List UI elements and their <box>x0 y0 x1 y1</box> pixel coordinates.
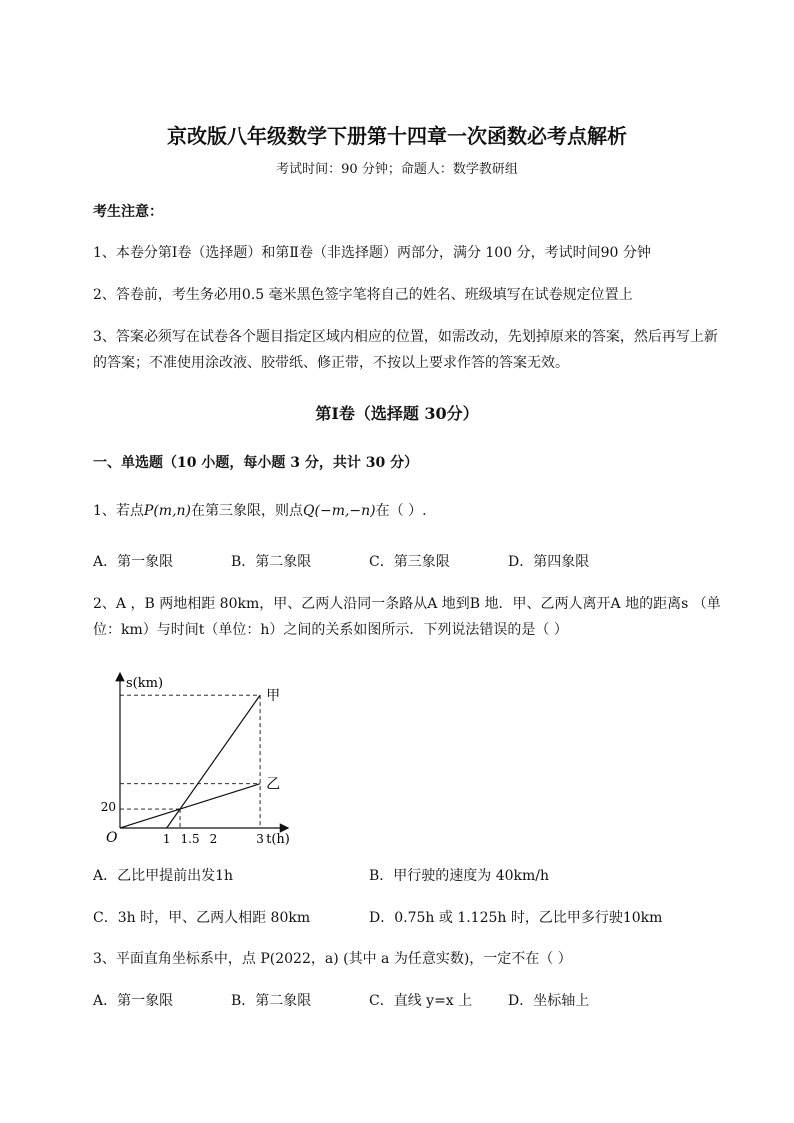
q1-point-q-coords: (−m,−n) <box>314 503 376 519</box>
q2-option-d[interactable]: D．0.75h 或 1.125h 时，乙比甲多行驶10km <box>369 910 663 926</box>
section-heading: 一、单选题（10 小题，每小题 3 分，共计 30 分） <box>93 455 419 471</box>
origin-label: O <box>106 830 118 845</box>
x-tick-label: 2 <box>209 832 218 845</box>
q3-option-d[interactable]: D．坐标轴上 <box>508 993 590 1009</box>
q1-prefix: 1、若点 <box>93 503 144 519</box>
y-tick-label: 20 <box>100 799 116 814</box>
notice-item-3-cont: 的答案；不准使用涂改液、胶带纸、修正带，不按以上要求作答的答案无效。 <box>93 355 569 371</box>
y-axis-label: s(km) <box>126 676 164 691</box>
q3-option-a[interactable]: A．第一象限 <box>93 993 174 1009</box>
q2-option-b[interactable]: B．甲行驶的速度为 40km/h <box>369 868 550 884</box>
question-3: 3、平面直角坐标系中，点 P(2022，a) (其中 a 为任意实数)，一定不在（ ） <box>93 951 572 967</box>
q1-suffix: 在（ ）. <box>375 503 427 519</box>
notice-item-2: 2、答卷前，考生务必用0.5 毫米黑色签字笔将自己的姓名、班级填写在试卷规定位置上 <box>93 287 633 303</box>
question-2-line2: 位：km）与时间t（单位：h）之间的关系如图所示．下列说法错误的是（ ） <box>93 622 568 638</box>
series-line-2 <box>120 784 260 828</box>
q2-option-a[interactable]: A．乙比甲提前出发1h <box>93 868 234 884</box>
series-label-2: 乙 <box>266 776 281 793</box>
q1-option-c[interactable]: C．第三象限 <box>369 554 450 570</box>
part1-title: 第Ⅰ卷（选择题 30分） <box>315 404 479 423</box>
q3-option-b[interactable]: B．第二象限 <box>231 993 312 1009</box>
series-line-1 <box>167 695 260 828</box>
q3-option-c[interactable]: C．直线 y=x 上 <box>369 993 473 1009</box>
notice-heading: 考生注意： <box>93 204 163 220</box>
question-1 <box>93 500 427 520</box>
x-tick-label: 3 <box>256 832 264 845</box>
q2-option-c[interactable]: C．3h 时，甲、乙两人相距 80km <box>93 910 311 926</box>
question-2-line1: 2、A ，B 两地相距 80km，甲、乙两人沿同一条路从A 地到B 地．甲、乙两人离开A 地的距离s （单 <box>93 596 721 612</box>
q1-option-b[interactable]: B．第二象限 <box>231 554 312 570</box>
distance-time-chart <box>95 655 305 845</box>
q1-option-d[interactable]: D．第四象限 <box>508 554 590 570</box>
exam-info: 考试时间：90 分钟；命题人：数学教研组 <box>276 162 518 177</box>
series-label-1: 甲 <box>266 688 281 705</box>
q1-point-p: P <box>143 503 154 519</box>
x-tick-label: 1.5 <box>180 832 200 845</box>
x-axis-label: t(h) <box>266 832 290 845</box>
q1-mid: 在第三象限，则点 <box>191 503 304 519</box>
page-title: 京改版八年级数学下册第十四章一次函数必考点解析 <box>167 124 627 148</box>
notice-item-1: 1、本卷分第Ⅰ卷（选择题）和第Ⅱ卷（非选择题）两部分，满分 100 分，考试时间90 分钟 <box>93 245 651 261</box>
x-tick-label: 1 <box>162 832 171 845</box>
q1-point-p-coords: (m,n) <box>153 503 192 519</box>
q1-point-q: Q <box>303 503 315 519</box>
q1-option-a[interactable]: A．第一象限 <box>93 554 174 570</box>
notice-item-3: 3、答案必须写在试卷各个题目指定区域内相应的位置，如需改动，先划掉原来的答案，然后再写上新 <box>93 329 718 345</box>
